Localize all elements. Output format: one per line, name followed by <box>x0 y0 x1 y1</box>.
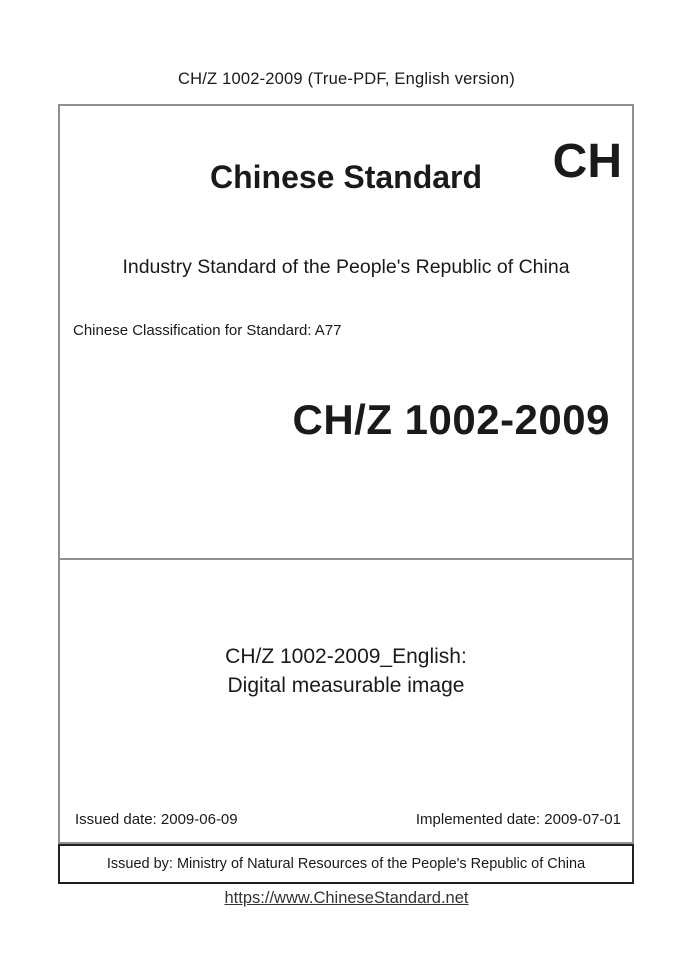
page-header-title: CH/Z 1002-2009 (True-PDF, English version) <box>178 70 515 88</box>
footer <box>0 889 693 908</box>
issued-date: Issued date: 2009-06-09 <box>75 811 238 828</box>
brand-title: Chinese Standard <box>209 159 483 195</box>
cover-bottom-section <box>60 560 632 842</box>
standard-code: CH/Z 1002-2009 <box>292 396 610 443</box>
website-link[interactable]: https://www.ChineseStandard.net <box>224 889 469 907</box>
cover-top-section <box>60 106 632 560</box>
english-title-block <box>60 642 632 700</box>
ch-logo: CH <box>552 135 622 188</box>
english-title-line2: Digital measurable image <box>227 674 465 697</box>
english-title-line1: CH/Z 1002-2009_English: <box>225 645 467 668</box>
dates-row <box>75 811 621 828</box>
cover-box <box>58 104 634 844</box>
classification-line: Chinese Classification for Standard: A77 <box>73 322 342 339</box>
implemented-date: Implemented date: 2009-07-01 <box>415 811 621 828</box>
issuer-box <box>58 844 634 884</box>
standard-type-subtitle: Industry Standard of the People's Republic of China <box>122 256 570 278</box>
issuer-text: Issued by: Ministry of Natural Resources of the People's Republic of China <box>106 856 586 872</box>
